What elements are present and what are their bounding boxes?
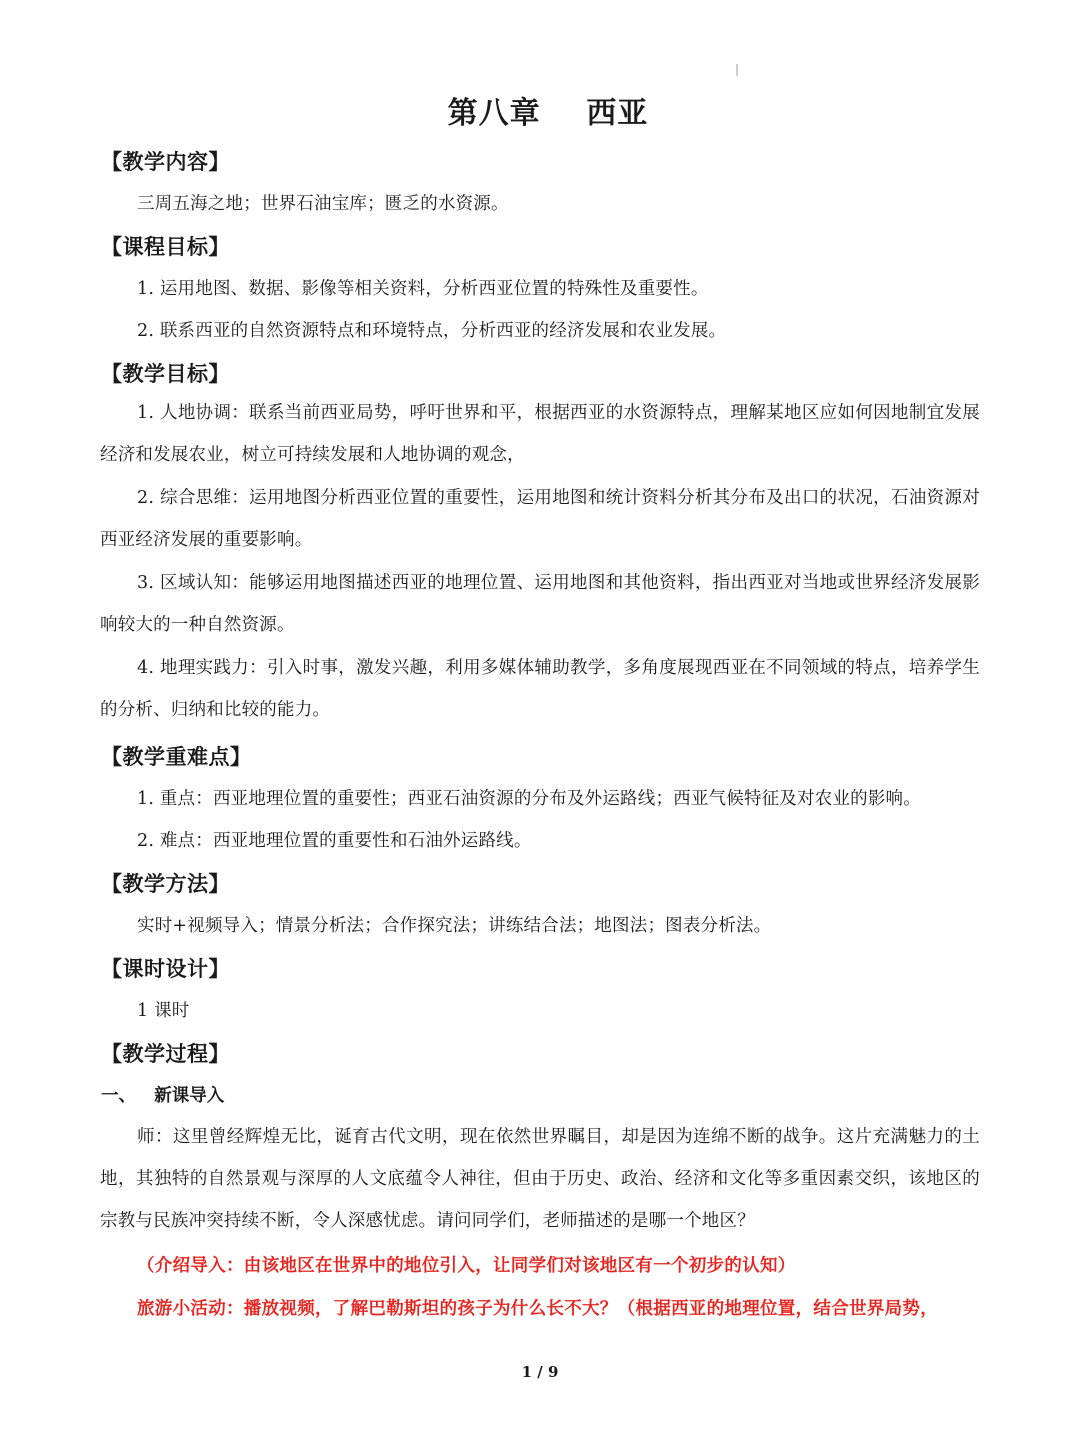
teacher-paragraph: 师：这里曾经辉煌无比，诞育古代文明，现在依然世界瞩目，却是因为连绵不断的战争。这片充满魅力的土地，其独特的自然景观与深厚的人文底蕴令人神往，但由于历史、政治、经济和文化等多重因素交织，该地区的宗教与民族冲突持续不断，令人深感忧虑。请问同学们，老师描述的是哪一个地区？: [100, 1127, 980, 1231]
red-travel-activity: 旅游小活动：播放视频，了解巴勒斯坦的孩子为什么长不大？（根据西亚的地理位置，结合世界局势，: [137, 1299, 938, 1319]
subsection-new-lesson-intro: 一、 新课导入: [101, 1086, 225, 1106]
teaching-goal-item-4: 4. 地理实践力：引入时事，激发兴趣，利用多媒体辅助教学，多角度展现西亚在不同领域的特点，培养学生的分析、归纳和比较的能力。: [100, 658, 980, 720]
heading-teaching-methods: 【教学方法】: [101, 872, 230, 896]
class-hours-text: 1 课时: [137, 1001, 190, 1021]
red-intro-note: （介绍导入：由该地区在世界中的地位引入，让同学们对该地区有一个初步的认知）: [137, 1256, 796, 1276]
page-number: 1 / 9: [521, 1363, 559, 1381]
heading-key-difficult-points: 【教学重难点】: [101, 745, 252, 769]
heading-teaching-content: 【教学内容】: [101, 150, 230, 174]
teaching-methods-text: 实时+视频导入；情景分析法；合作探究法；讲练结合法；地图法；图表分析法。: [137, 916, 772, 936]
teaching-goal-item-3: 3. 区域认知：能够运用地图描述西亚的地理位置、运用地图和其他资料，指出西亚对当地或世界经济发展影响较大的一种自然资源。: [100, 573, 980, 635]
course-goal-item-2: 2. 联系西亚的自然资源特点和环境特点，分析西亚的经济发展和农业发展。: [137, 321, 727, 341]
heading-teaching-goals: 【教学目标】: [101, 362, 230, 386]
heading-teaching-process: 【教学过程】: [101, 1042, 230, 1066]
page-title: 第八章 西亚: [447, 96, 649, 131]
heading-course-goals: 【课程目标】: [101, 235, 230, 259]
teaching-goal-item-1: 1. 人地协调：联系当前西亚局势，呼吁世界和平，根据西亚的水资源特点，理解某地区应如何因地制宜发展经济和发展农业，树立可持续发展和人地协调的观念，: [100, 403, 980, 465]
difficult-point-item: 2. 难点：西亚地理位置的重要性和石油外运路线。: [137, 831, 532, 851]
heading-class-hours: 【课时设计】: [101, 957, 230, 981]
teaching-goal-item-2: 2. 综合思维：运用地图分析西亚位置的重要性，运用地图和统计资料分析其分布及出口的状况，石油资源对西亚经济发展的重要影响。: [100, 488, 980, 550]
corner-mark: |: [735, 62, 740, 76]
course-goal-item-1: 1. 运用地图、数据、影像等相关资料，分析西亚位置的特殊性及重要性。: [137, 279, 709, 299]
teaching-content-text: 三周五海之地；世界石油宝库；匮乏的水资源。: [137, 194, 509, 214]
key-point-item: 1. 重点：西亚地理位置的重要性；西亚石油资源的分布及外运路线；西亚气候特征及对农业的影响。: [137, 789, 921, 809]
